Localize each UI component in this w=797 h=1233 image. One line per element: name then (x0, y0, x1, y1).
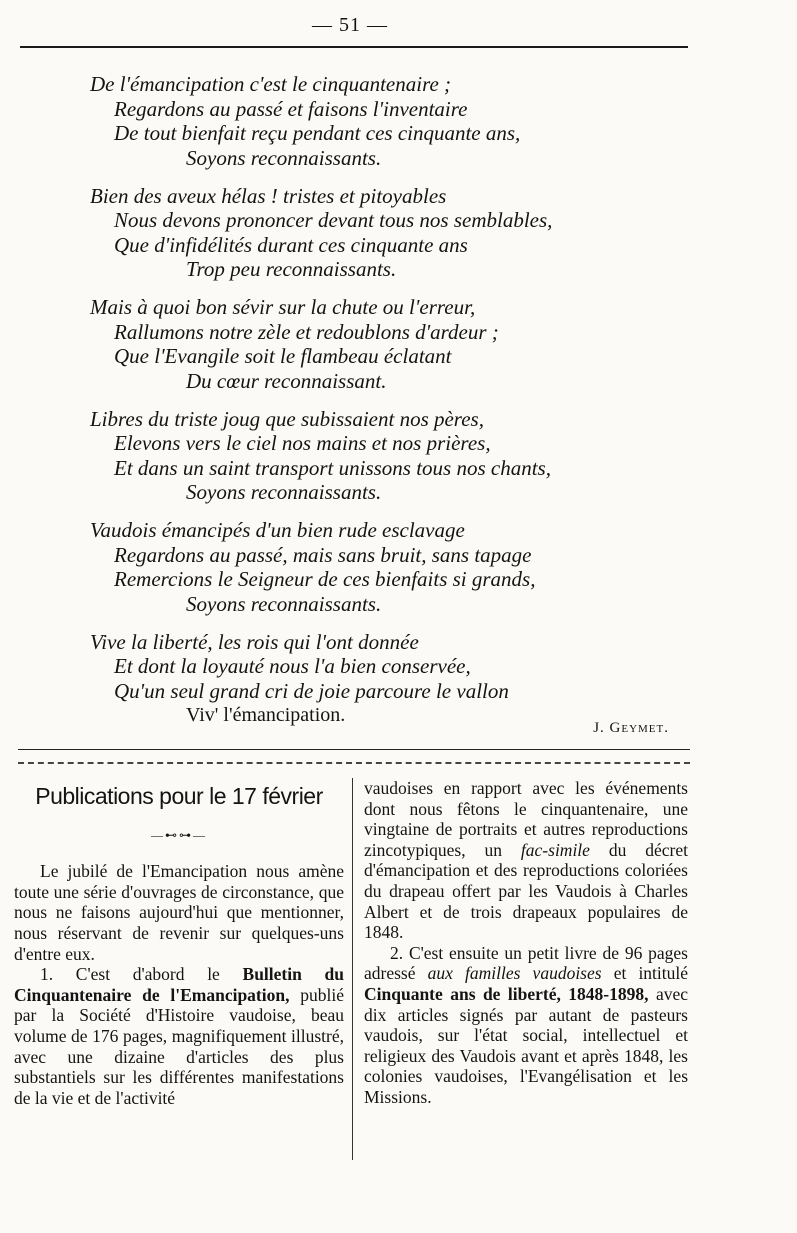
poem-refrain: Soyons reconnaissants. (186, 145, 382, 170)
paragraph-text: et intitulé (613, 963, 689, 984)
poem-line: Vaudois émancipés d'un bien rude esclavage (90, 518, 465, 542)
emphasis-text: fac-simile (520, 839, 590, 860)
poem-stanza (90, 518, 690, 616)
article-paragraph (364, 778, 688, 943)
publication-title: Cinquante ans de liberté, 1848-1898, (364, 983, 649, 1004)
poem-line: Mais à quoi bon sévir sur la chute ou l'erreur, (90, 295, 476, 319)
poem-line: Que l'Evangile soit le flambeau éclatant (114, 344, 452, 368)
poem-line: Elevons vers le ciel nos mains et nos prières, (114, 431, 491, 455)
publication-title: Bulletin du Cinquantenaire de l'Emancipation, (14, 964, 344, 1005)
title-ornament: —⊷⊶— (151, 827, 207, 842)
poem-refrain: Viv' l'émancipation. (186, 704, 346, 726)
poem-line: Rallumons notre zèle et redoublons d'ardeur ; (114, 319, 499, 344)
section-separator (18, 749, 690, 764)
article-paragraph (14, 964, 344, 1108)
poem-signature: J. Geymet. (593, 720, 669, 736)
poem-stanza (90, 630, 690, 728)
paragraph-text: vaudoises en rapport avec les événements dont nous fêtons le cinquantenaire, une vingtaine de portraits et autres reproductions zincotypiques, un (364, 778, 688, 860)
poem-stanza (90, 184, 690, 282)
poem-line: Vive la liberté, les rois qui l'ont donnée (90, 629, 419, 654)
poem-refrain: Du cœur reconnaissant. (186, 368, 387, 393)
page-number: — 51 — (312, 14, 388, 36)
paragraph-text: avec dix articles signés par autant de pasteurs vaudois, sur l'état social, intellectuel et religieux des Vaudois avant et après 1848, les colonies vaudoises, l'Evangélisation et les Missions. (364, 983, 689, 1107)
article-column-left (14, 778, 344, 1108)
poem-line: Regardons au passé, mais sans bruit, sans tapage (114, 542, 532, 567)
poem-line: De l'émancipation c'est le cinquantenaire ; (90, 72, 452, 96)
emphasis-text: aux familles vaudoises (427, 963, 602, 984)
page-header (0, 0, 797, 60)
poem-line: Qu'un seul grand cri de joie parcoure le vallon (114, 678, 509, 703)
poem-line: Et dans un saint transport unissons tous nos chants, (114, 455, 551, 480)
header-rule (20, 46, 688, 48)
article-title: Publications pour le 17 février (35, 783, 323, 809)
poem-refrain: Soyons reconnaissants. (186, 591, 382, 616)
paragraph-text: 1. C'est d'abord le (40, 964, 220, 985)
paragraph-text: du décret d'émancipation et des reproductions coloriées du drapeau offert par les Vaudois à Charles Albert et de trois drapeaux populaires de 1848. (364, 839, 689, 943)
poem-refrain: Soyons reconnaissants. (186, 480, 382, 504)
poem-line: Remercions le Seigneur de ces bienfaits si grands, (114, 567, 536, 591)
poem-stanza (90, 72, 690, 170)
paragraph-text: 2. C'est ensuite un petit livre de 96 pages adressé (364, 942, 688, 984)
poem-line: Que d'infidélités durant ces cinquante ans (114, 232, 468, 257)
article-column-right (364, 778, 688, 1108)
column-divider (352, 778, 353, 1160)
poem (90, 72, 690, 741)
article-paragraph (364, 943, 688, 1108)
poem-stanza (90, 407, 690, 505)
article-paragraph: Le jubilé de l'Emancipation nous amène toute une série d'ouvrages de circonstance, que nous ne faisons aujourd'hui que mentionner, nous réservant de revenir sur quelques-uns d'entre eux. (14, 861, 344, 964)
poem-line: Nous devons prononcer devant tous nos semblables, (114, 208, 553, 232)
poem-refrain: Trop peu reconnaissants. (186, 257, 397, 281)
paragraph-text: publié par la Société d'Histoire vaudoise, beau volume de 176 pages, magnifiquement illustré, avec une dizaine d'articles des plus substantiels sur les différentes manifestations de la vie et de l'activité (14, 984, 344, 1108)
poem-line: Et dont la loyauté nous l'a bien conservée, (114, 654, 471, 678)
poem-stanza (90, 295, 690, 393)
poem-line: Regardons au passé et faisons l'inventaire (114, 96, 468, 121)
poem-line: Libres du triste joug que subissaient nos pères, (90, 406, 484, 431)
poem-line: Bien des aveux hélas ! tristes et pitoyables (90, 183, 447, 208)
poem-line: De tout bienfait reçu pendant ces cinquante ans, (114, 121, 521, 145)
